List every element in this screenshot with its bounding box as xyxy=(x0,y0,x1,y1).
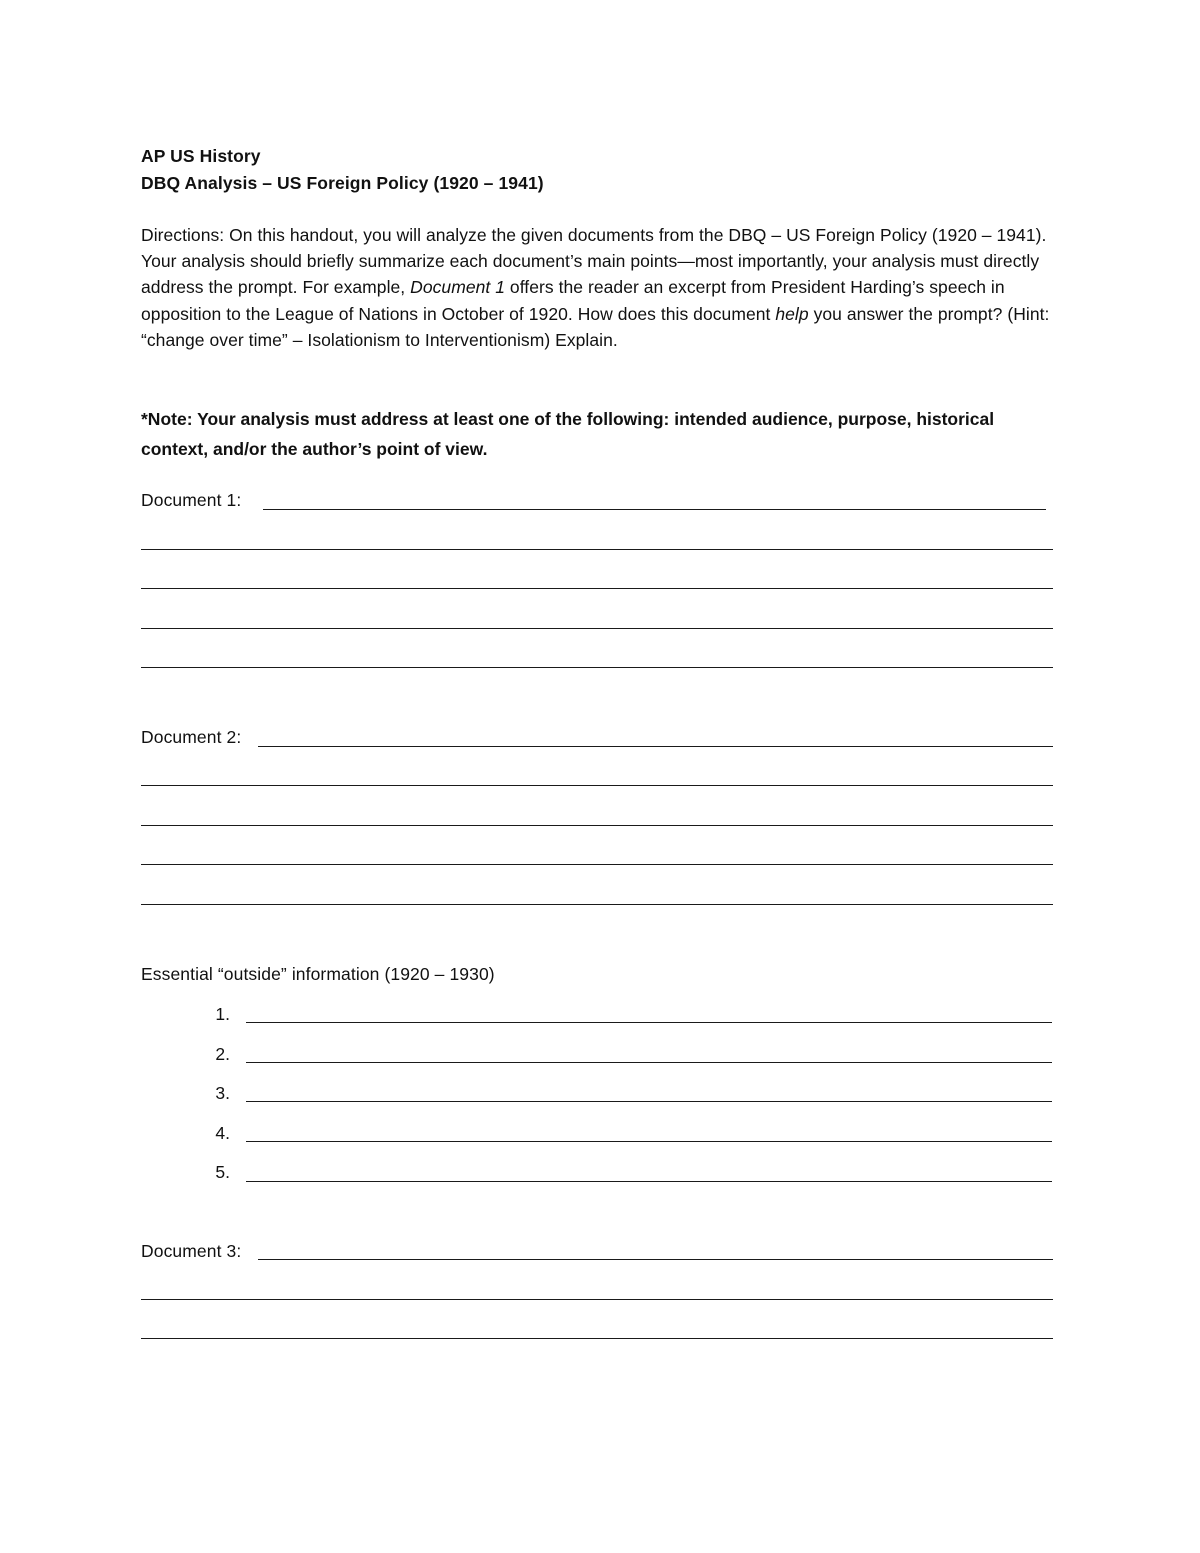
document-2-label: Document 2: xyxy=(141,727,242,747)
worksheet-title: DBQ Analysis – US Foreign Policy (1920 – 1941) xyxy=(141,173,544,193)
document-3-label: Document 3: xyxy=(141,1241,242,1261)
document-2-answer-line[interactable] xyxy=(141,904,1053,905)
outside-info-answer-line[interactable] xyxy=(246,1181,1052,1182)
outside-info-number: 4. xyxy=(215,1123,230,1143)
document-1-answer-line[interactable] xyxy=(141,667,1053,668)
document-1-label: Document 1: xyxy=(141,490,242,510)
outside-info-answer-line[interactable] xyxy=(246,1062,1052,1063)
document-1-answer-line[interactable] xyxy=(141,588,1053,589)
document-1-answer-line[interactable] xyxy=(141,549,1053,550)
document-2-answer-line[interactable] xyxy=(141,825,1053,826)
outside-info-answer-line[interactable] xyxy=(246,1101,1052,1102)
directions-text-2: offers the reader an excerpt from President Harding’s speech in opposition to the League of Nations in October of 1920. How does this document xyxy=(141,277,1005,324)
document-3-answer-line[interactable] xyxy=(258,1259,1053,1260)
outside-info-number: 3. xyxy=(215,1083,230,1103)
outside-info-answer-line[interactable] xyxy=(246,1022,1052,1023)
directions-text-1: Directions: On this handout, you will analyze the given documents from the DBQ – US Foreign Policy (1920 – 1941). Your analysis should briefly summarize each document’s main points—most importantly, your analysis must directly address the prompt. For example, xyxy=(141,225,1047,298)
outside-info-number: 2. xyxy=(215,1044,230,1064)
directions-text-3: you answer the prompt? (Hint: “change over time” – Isolationism to Interventionism) Explain. xyxy=(141,303,1050,350)
outside-info-answer-line[interactable] xyxy=(246,1141,1052,1142)
directions-paragraph xyxy=(141,222,1061,353)
analysis-note: *Note: Your analysis must address at least one of the following: intended audience, purpose, historical context, and/or the author’s point of view. xyxy=(141,409,995,459)
document-1-answer-line[interactable] xyxy=(141,628,1053,629)
document-2-answer-line[interactable] xyxy=(258,746,1053,747)
document-3-answer-line[interactable] xyxy=(141,1299,1053,1300)
document-3-answer-line[interactable] xyxy=(141,1338,1053,1339)
outside-info-label: Essential “outside” information (1920 – 1930) xyxy=(141,964,495,984)
outside-info-number: 5. xyxy=(215,1162,230,1182)
outside-info-number: 1. xyxy=(215,1004,230,1024)
document-1-answer-line[interactable] xyxy=(263,509,1046,510)
course-title: AP US History xyxy=(141,146,261,166)
directions-doc-ref: Document 1 xyxy=(410,277,505,298)
document-2-answer-line[interactable] xyxy=(141,785,1053,786)
directions-help-word: help xyxy=(775,303,809,324)
document-2-answer-line[interactable] xyxy=(141,864,1053,865)
